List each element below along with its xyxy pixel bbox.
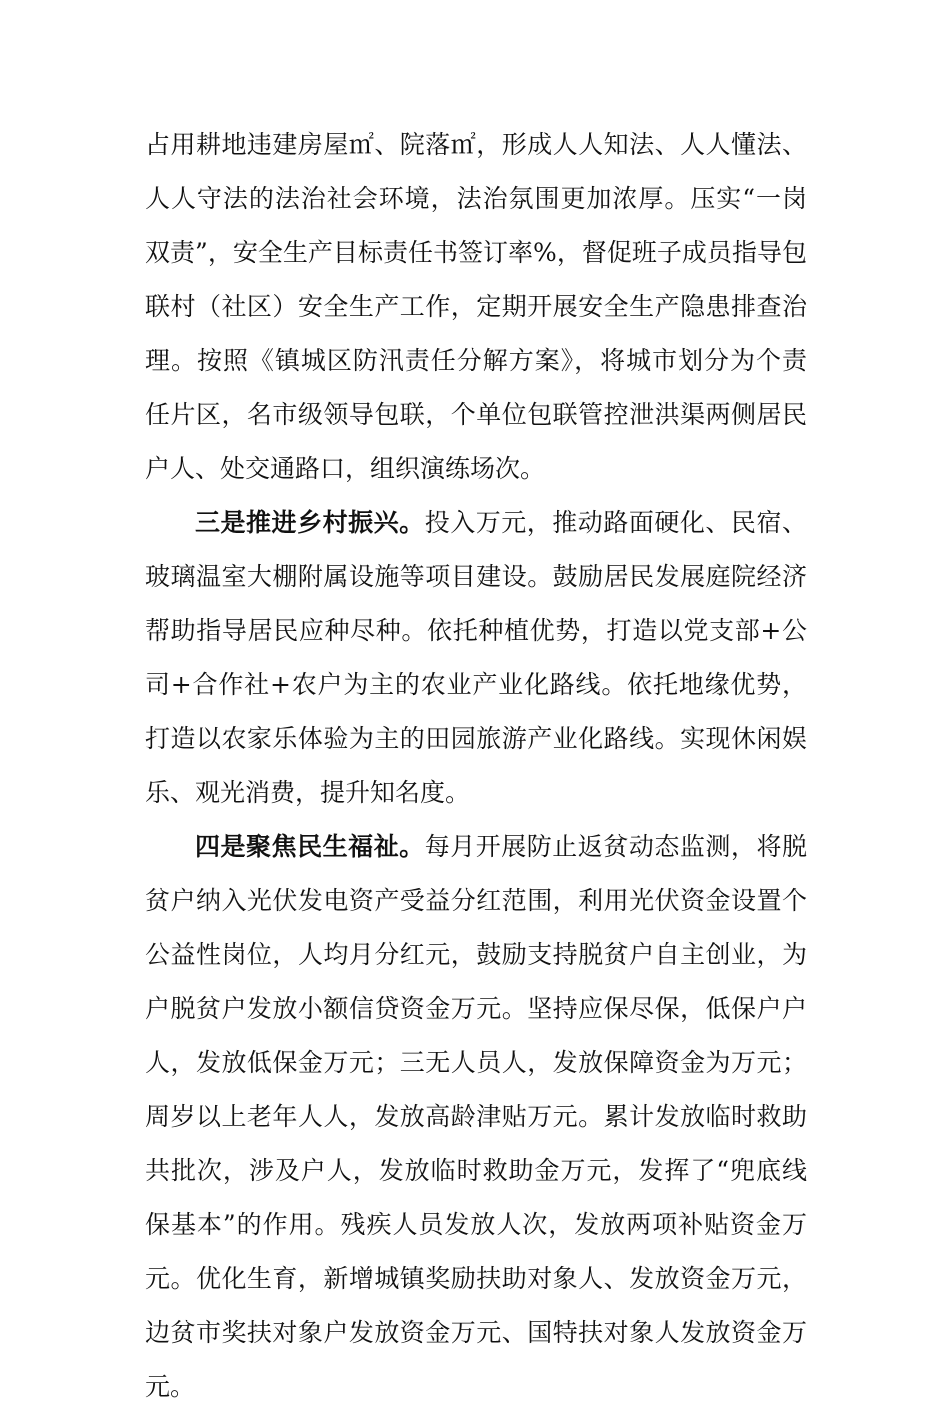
paragraph-3 xyxy=(145,820,807,1414)
paragraph-3-text: 每月开展防止返贫动态监测，将脱贫户纳入光伏发电资产受益分红范围，利用光伏资金设置个公益性岗位，人均月分红元，鼓励支持脱贫户自主创业，为户脱贫户发放小额信贷资金万元。坚持应保尽保，低保户户人，发放低保金万元；三无人员人，发放保障资金为万元；周岁以上老年人人，发放高龄津贴万元。累计发放临时救助共批次，涉及户人，发放临时救助金万元，发挥了“兜底线保基本”的作用。残疾人员发放人次，发放两项补贴资金万元。优化生育，新增城镇奖励扶助对象人、发放资金万元，边贫市奖扶对象户发放资金万元、国特扶对象人发放资金万元。 xyxy=(145,832,807,1401)
paragraph-2-lead: 三是推进乡村振兴。 xyxy=(195,508,425,537)
body-text xyxy=(145,118,807,1414)
paragraph-2-text: 投入万元，推动路面硬化、民宿、玻璃温室大棚附属设施等项目建设。鼓励居民发展庭院经济帮助指导居民应种尽种。依托种植优势，打造以党支部+公司+合作社+农户为主的农业产业化路线。依托地缘优势，打造以农家乐体验为主的田园旅游产业化路线。实现休闲娱乐、观光消费，提升知名度。 xyxy=(145,508,807,807)
paragraph-2 xyxy=(145,496,807,820)
paragraph-3-lead: 四是聚焦民生福祉。 xyxy=(195,832,425,861)
paragraph-1 xyxy=(145,118,807,496)
paragraph-1-text: 占用耕地违建房屋㎡、院落㎡，形成人人知法、人人懂法、人人守法的法治社会环境，法治氛围更加浓厚。压实“一岗双责”，安全生产目标责任书签订率%，督促班子成员指导包联村（社区）安全生产工作，定期开展安全生产隐患排查治理。按照《镇城区防汛责任分解方案》，将城市划分为个责任片区，名市级领导包联，个单位包联管控泄洪渠两侧居民户人、处交通路口，组织演练场次。 xyxy=(145,130,807,483)
